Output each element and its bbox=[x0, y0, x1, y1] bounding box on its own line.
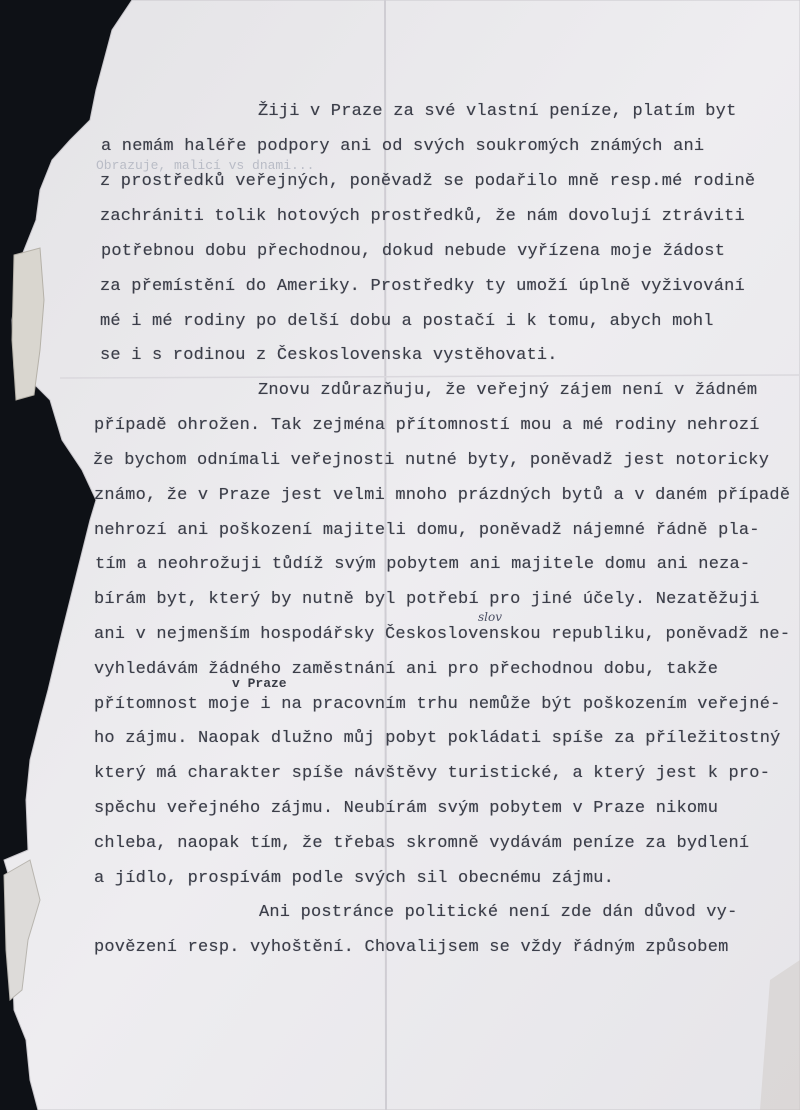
text-line-7: mé i mé rodiny po delší dobu a postačí i k tomu, abych mohl bbox=[100, 312, 714, 331]
text-line-15: bírám byt, který by nutně byl potřebí pro jiné účely. Nezatěžuji bbox=[94, 590, 760, 609]
text-line-21: spěchu veřejného zájmu. Neubírám svým pobytem v Praze nikomu bbox=[94, 799, 719, 818]
text-line-12: známo, že v Praze jest velmi mnoho prázdných bytů a v daném případě bbox=[94, 486, 791, 505]
text-line-9: Znovu zdůrazňuju, že veřejný zájem není v žádném bbox=[258, 381, 758, 400]
text-line-3: z prostředků veřejných, poněvadž se podařilo mně resp.mé rodině bbox=[100, 172, 756, 191]
text-line-2: a nemám haléře podpory ani od svých soukromých známých ani bbox=[101, 137, 705, 156]
faint-overwritten-text: Obrazuje, malicí vs dnami... bbox=[96, 158, 315, 173]
text-line-8: se i s rodinou z Československa vystěhovati. bbox=[100, 346, 558, 365]
text-line-18: přítomnost moje i na pracovním trhu nemůže být poškozením veřejné- bbox=[94, 695, 781, 714]
text-line-1: Žiji v Praze za své vlastní peníze, platím byt bbox=[258, 102, 737, 121]
text-line-4: zachrániti tolik hotových prostředků, že nám dovolují ztráviti bbox=[100, 207, 745, 226]
text-line-10: případě ohrožen. Tak zejména přítomností mou a mé rodiny nehrozí bbox=[94, 416, 760, 435]
text-line-13: nehrozí ani poškození majiteli domu, poněvadž nájemné řádně pla- bbox=[94, 521, 760, 540]
text-line-20: který má charakter spíše návštěvy turistické, a který jest k pro- bbox=[94, 764, 771, 783]
handwritten-insert: slov bbox=[478, 610, 502, 624]
text-line-25: povězení resp. vyhoštění. Chovalijsem se vždy řádným způsobem bbox=[94, 938, 729, 957]
text-line-6: za přemístění do Ameriky. Prostředky ty umoží úplně vyživování bbox=[100, 277, 745, 296]
text-line-11: že bychom odnímali veřejnosti nutné byty, poněvadž jest notoricky bbox=[93, 451, 770, 470]
text-line-23: a jídlo, prospívám podle svých sil obecnému zájmu. bbox=[94, 869, 615, 888]
typed-insert: v Praze bbox=[232, 676, 287, 691]
text-line-5: potřebnou dobu přechodnou, dokud nebude vyřízena moje žádost bbox=[101, 242, 726, 261]
text-line-22: chleba, naopak tím, že třebas skromně vydávám peníze za bydlení bbox=[94, 834, 750, 853]
text-line-24: Ani postránce politické není zde dán důvod vy- bbox=[259, 903, 738, 922]
text-line-16: ani v nejmenším hospodářsky Československou republiku, poněvadž ne- bbox=[94, 625, 791, 644]
text-line-14: tím a neohrožuji tůdíž svým pobytem ani majitele domu ani neza- bbox=[95, 555, 751, 574]
text-line-17: vyhledávám žádného zaměstnání ani pro přechodnou dobu, takže bbox=[94, 660, 719, 679]
text-line-19: ho zájmu. Naopak dlužno můj pobyt pokládati spíše za příležitostný bbox=[94, 729, 781, 748]
